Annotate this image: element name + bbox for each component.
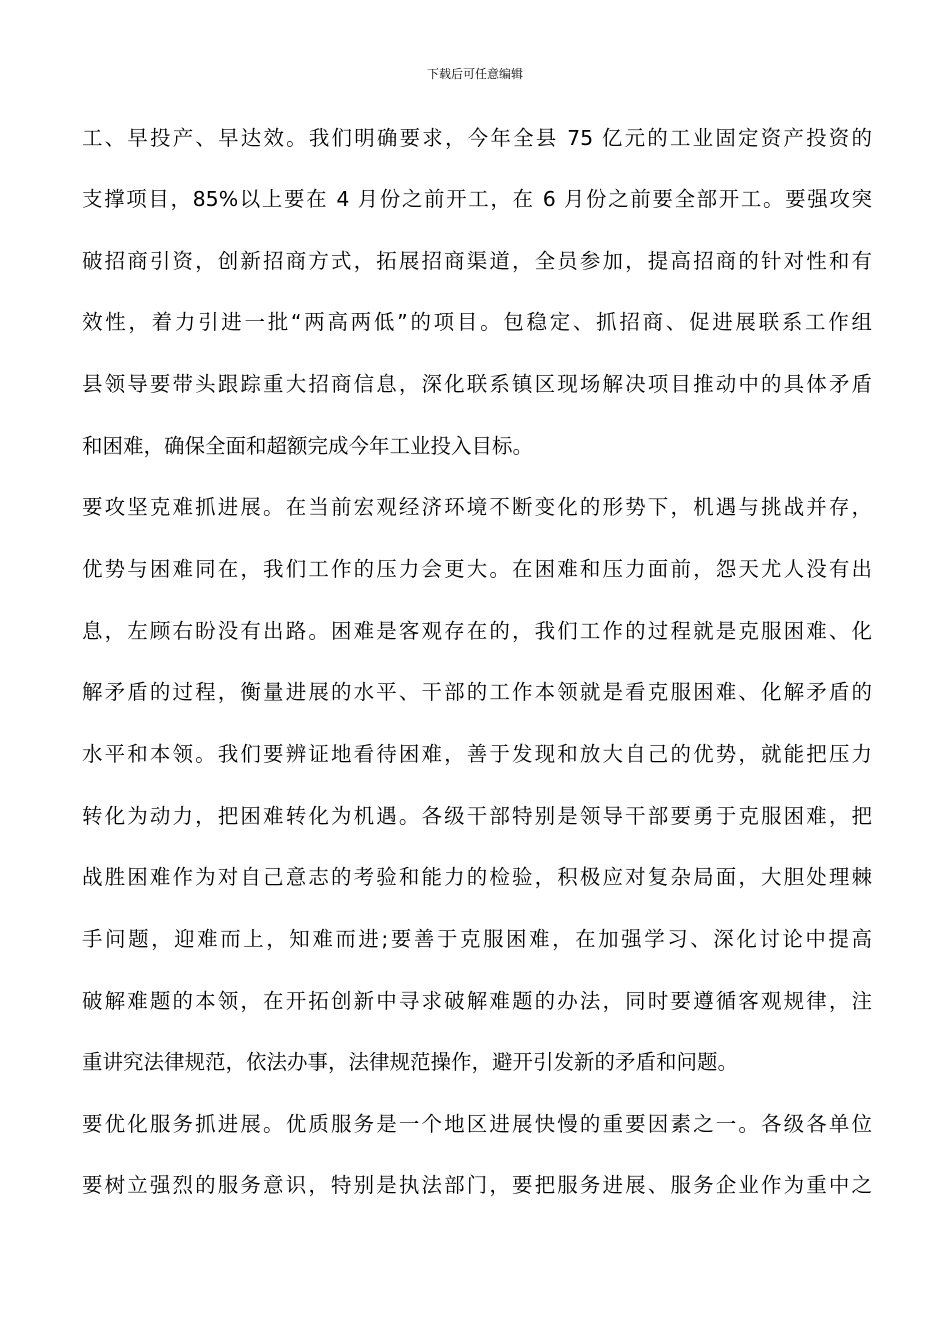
body-line-12: 转化为动力，把困难转化为机遇。各级干部特别是领导干部要勇于克服困难，把 bbox=[82, 804, 872, 828]
body-line-14: 手问题，迎难而上，知难而进;要善于克服困难，在加强学习、深化讨论中提高 bbox=[82, 927, 872, 951]
body-line-16: 重讲究法律规范，依法办事，法律规范操作，避开引发新的矛盾和问题。 bbox=[82, 1050, 738, 1074]
body-line-3: 破招商引资，创新招商方式，拓展招商渠道，全员参加，提高招商的针对性和有 bbox=[82, 249, 872, 273]
body-line-5: 县领导要带头跟踪重大招商信息，深化联系镇区现场解决项目推动中的具体矛盾 bbox=[82, 372, 872, 396]
body-line-13: 战胜困难作为对自己意志的考验和能力的检验，积极应对复杂局面，大胆处理棘 bbox=[82, 865, 872, 889]
body-line-7: 要攻坚克难抓进展。在当前宏观经济环境不断变化的形势下，机遇与挑战并存， bbox=[82, 495, 872, 519]
body-line-4: 效性，着力引进一批“两高两低”的项目。包稳定、抓招商、促进展联系工作组 bbox=[82, 310, 872, 334]
body-line-17: 要优化服务抓进展。优质服务是一个地区进展快慢的重要因素之一。各级各单位 bbox=[82, 1112, 872, 1136]
body-line-1: 工、早投产、早达效。我们明确要求，今年全县 75 亿元的工业固定资产投资的 bbox=[82, 126, 872, 150]
page-header: 下载后可任意编辑 bbox=[426, 67, 523, 81]
body-line-9: 息，左顾右盼没有出路。困难是客观存在的，我们工作的过程就是克服困难、化 bbox=[82, 619, 872, 643]
body-line-10: 解矛盾的过程，衡量进展的水平、干部的工作本领就是看克服困难、化解矛盾的 bbox=[82, 680, 872, 704]
body-line-11: 水平和本领。我们要辨证地看待困难，善于发现和放大自己的优势，就能把压力 bbox=[82, 742, 872, 766]
body-line-6: 和困难，确保全面和超额完成今年工业投入目标。 bbox=[82, 434, 533, 458]
body-line-15: 破解难题的本领，在开拓创新中寻求破解难题的办法，同时要遵循客观规律，注 bbox=[82, 989, 872, 1013]
body-line-18: 要树立强烈的服务意识，特别是执法部门，要把服务进展、服务企业作为重中之 bbox=[82, 1173, 872, 1197]
body-line-8: 优势与困难同在，我们工作的压力会更大。在困难和压力面前，怨天尤人没有出 bbox=[82, 557, 872, 581]
body-line-2: 支撑项目，85%以上要在 4 月份之前开工，在 6 月份之前要全部开工。要强攻突 bbox=[82, 187, 872, 211]
